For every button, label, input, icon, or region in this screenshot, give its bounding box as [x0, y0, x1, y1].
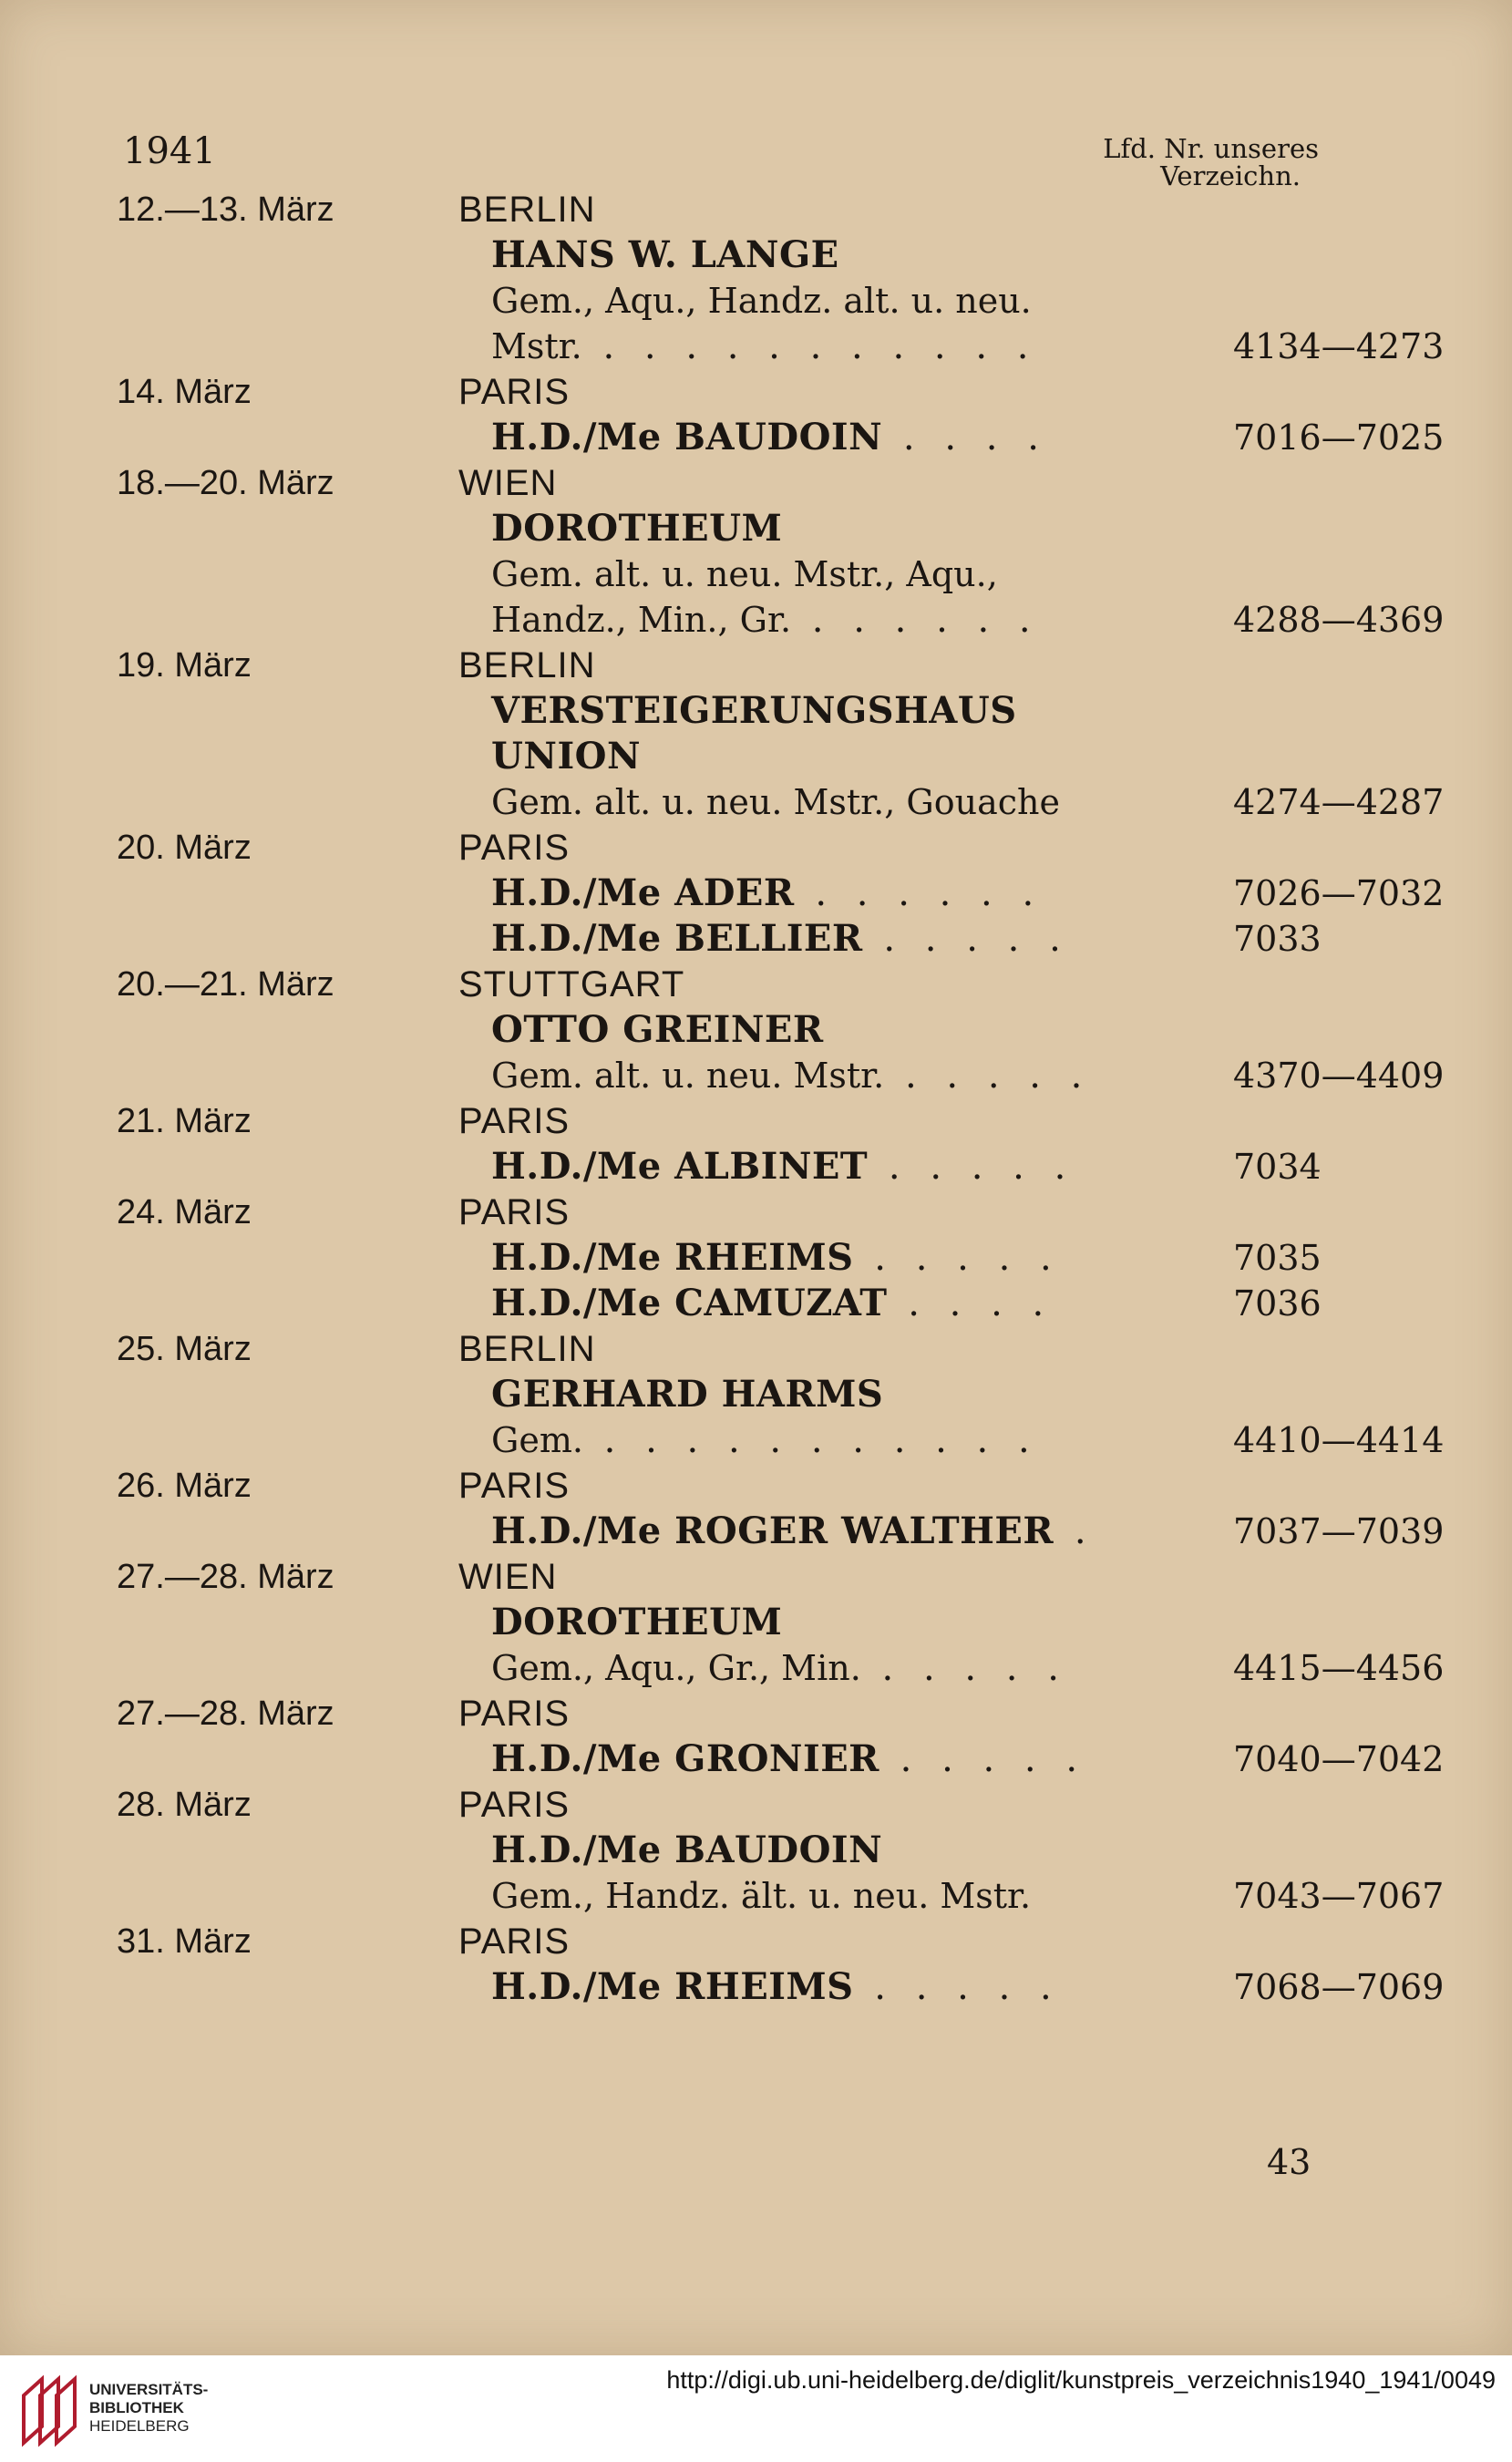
entry-line	[458, 1509, 1445, 1554]
auction-date: 18.—20. März	[117, 464, 334, 502]
auction-entry	[117, 962, 1445, 1098]
entry-line	[458, 1417, 1445, 1463]
entry-line	[458, 1281, 1320, 1326]
entry-line	[458, 870, 1445, 916]
auction-house: H.D./Me BELLIER	[491, 917, 863, 960]
catalog-number: 7035	[1233, 1238, 1322, 1278]
page-number: 43	[1267, 2142, 1311, 2182]
auction-city: PARIS	[458, 1192, 571, 1232]
leader-dots: . . . . .	[868, 1146, 1075, 1188]
auction-house: H.D./Me ROGER WALTHER	[491, 1509, 1054, 1552]
auction-city: WIEN	[458, 1557, 558, 1597]
entry-line	[458, 825, 1320, 870]
page-year: 1941	[123, 130, 216, 172]
catalog-number: 7068—7069	[1233, 1967, 1445, 2007]
entry-line	[458, 415, 1445, 460]
entry-line	[458, 369, 1320, 415]
catalog-number: 4134—4273	[1233, 326, 1445, 366]
entry-line	[458, 916, 1320, 962]
auction-house: VERSTEIGERUNGSHAUS	[491, 689, 1017, 732]
auction-entry	[117, 1782, 1445, 1919]
auction-entry	[117, 643, 1445, 825]
lot-description: Gem. alt. u. neu. Mstr.	[491, 1056, 885, 1096]
entry-line	[458, 1463, 1320, 1509]
auction-date: 20. März	[117, 829, 252, 867]
auction-city: PARIS	[458, 1785, 571, 1825]
column-note-line2: Verzeichn.	[1160, 160, 1301, 191]
library-name	[89, 2381, 208, 2436]
catalog-number: 7043—7067	[1233, 1876, 1445, 1916]
leader-dots: . . . . . .	[794, 872, 1044, 914]
entry-line	[458, 1828, 1320, 1873]
auction-house: DOROTHEUM	[491, 507, 783, 550]
auction-entry	[117, 1691, 1445, 1782]
auction-date: 14. März	[117, 373, 252, 411]
auction-house: H.D./Me ADER	[491, 871, 795, 914]
auction-house: H.D./Me BAUDOIN	[491, 1828, 883, 1871]
leader-dots: . . . .	[882, 417, 1048, 458]
auction-city: PARIS	[458, 1921, 571, 1962]
entry-line	[458, 1190, 1320, 1235]
auction-house: H.D./Me CAMUZAT	[491, 1282, 888, 1324]
library-name-line2: BIBLIOTHEK	[89, 2399, 184, 2416]
auction-house: H.D./Me RHEIMS	[491, 1965, 854, 2008]
auction-entry	[117, 187, 1445, 369]
leader-dots: . . . . .	[860, 1647, 1068, 1689]
entry-line	[458, 779, 1445, 825]
entry-line	[458, 1964, 1445, 2010]
lot-description: Handz., Min., Gr.	[491, 600, 792, 640]
source-url[interactable]: http://digi.ub.uni-heidelberg.de/diglit/kunstpreis_verzeichnis1940_1941/0049	[666, 2366, 1496, 2394]
leader-dots: . . . . .	[853, 1237, 1061, 1279]
auction-entry	[117, 1463, 1445, 1554]
entry-line	[458, 1372, 1320, 1417]
auction-entry	[117, 1190, 1320, 1326]
leader-dots: . . . .	[887, 1283, 1054, 1324]
entry-line	[458, 232, 1320, 278]
auction-city: STUTTGART	[458, 964, 685, 1004]
lot-description: Gem., Aqu., Gr., Min.	[491, 1648, 861, 1688]
auction-house: H.D./Me BAUDOIN	[491, 416, 883, 458]
catalog-number: 4274—4287	[1233, 782, 1445, 822]
entry-line	[458, 1326, 1320, 1372]
leader-dots: . . . . .	[884, 1055, 1092, 1097]
column-note-line1: Lfd. Nr. unseres	[1103, 133, 1319, 164]
lot-description: Gem., Handz. ält. u. neu. Mstr.	[491, 1876, 1032, 1916]
auction-date: 28. März	[117, 1786, 252, 1824]
entry-line	[458, 324, 1445, 369]
entry-line	[458, 1053, 1445, 1098]
entry-line	[458, 962, 1320, 1007]
catalog-number: 7036	[1233, 1283, 1322, 1324]
auction-list	[117, 187, 1445, 2010]
entry-line	[458, 1873, 1445, 1919]
auction-date: 20.—21. März	[117, 965, 334, 1004]
catalog-number: 7040—7042	[1233, 1739, 1445, 1779]
catalog-number: 4415—4456	[1233, 1648, 1445, 1688]
library-name-line3: HEIDELBERG	[89, 2417, 190, 2435]
entry-line	[458, 1645, 1445, 1691]
entry-line	[458, 1919, 1320, 1964]
catalog-number: 7033	[1233, 919, 1322, 959]
auction-house: H.D./Me GRONIER	[491, 1737, 879, 1780]
library-logo-icon	[16, 2370, 80, 2448]
catalog-number: 7037—7039	[1233, 1511, 1445, 1551]
auction-date: 26. März	[117, 1467, 252, 1505]
lot-description: Mstr.	[491, 326, 582, 366]
auction-entry	[117, 825, 1445, 962]
auction-date: 27.—28. März	[117, 1695, 334, 1733]
entry-line	[458, 1098, 1320, 1144]
entry-line	[458, 1007, 1320, 1053]
auction-entry	[117, 1326, 1445, 1463]
auction-date: 31. März	[117, 1922, 252, 1961]
auction-date: 24. März	[117, 1193, 252, 1231]
entry-line	[458, 551, 1320, 597]
auction-city: WIEN	[458, 463, 558, 503]
leader-dots: .	[1054, 1510, 1095, 1552]
auction-date: 27.—28. März	[117, 1558, 334, 1596]
entry-line	[458, 597, 1445, 643]
auction-city: PARIS	[458, 1694, 571, 1734]
auction-city: PARIS	[458, 1101, 571, 1141]
entry-line	[458, 1782, 1320, 1828]
auction-house: H.D./Me ALBINET	[491, 1145, 869, 1188]
entry-line	[458, 278, 1320, 324]
leader-dots: . . . . . .	[791, 599, 1040, 641]
auction-city: PARIS	[458, 828, 571, 868]
catalog-number: 7026—7032	[1233, 873, 1445, 913]
auction-date: 12.—13. März	[117, 191, 334, 229]
lot-description: Gem., Aqu., Handz. alt. u. neu.	[491, 281, 1032, 321]
auction-house: OTTO GREINER	[491, 1008, 824, 1051]
lot-description: Gem.	[491, 1420, 583, 1460]
lot-description: Gem. alt. u. neu. Mstr., Gouache	[491, 782, 1061, 822]
auction-house: GERHARD HARMS	[491, 1373, 884, 1416]
auction-house: HANS W. LANGE	[491, 233, 839, 276]
catalog-number: 4410—4414	[1233, 1420, 1445, 1460]
entry-line	[458, 460, 1320, 506]
auction-city: BERLIN	[458, 190, 596, 230]
auction-date: 25. März	[117, 1330, 252, 1368]
leader-dots: . . . . . . . . . . .	[581, 325, 1038, 367]
auction-entry	[117, 1919, 1445, 2010]
auction-entry	[117, 1554, 1445, 1691]
column-note	[1103, 135, 1319, 190]
leader-dots: . . . . .	[853, 1966, 1061, 2008]
entry-line	[458, 1554, 1320, 1600]
entry-line	[458, 1235, 1320, 1281]
auction-date: 19. März	[117, 646, 252, 685]
auction-date: 21. März	[117, 1102, 252, 1140]
leader-dots: . . . . .	[862, 918, 1070, 960]
auction-entry	[117, 460, 1445, 643]
auction-city: BERLIN	[458, 645, 596, 685]
entry-line	[458, 1600, 1320, 1645]
library-name-line1: UNIVERSITÄTS-	[89, 2381, 209, 2398]
catalog-number: 4370—4409	[1233, 1056, 1445, 1096]
leader-dots: . . . . . . . . . . .	[582, 1419, 1039, 1461]
auction-entry	[117, 1098, 1320, 1190]
entry-line	[458, 506, 1320, 551]
entry-line	[458, 688, 1320, 734]
catalog-number: 7016—7025	[1233, 417, 1445, 458]
auction-city: BERLIN	[458, 1329, 596, 1369]
leader-dots: . . . . .	[879, 1738, 1087, 1780]
auction-house: UNION	[491, 735, 642, 778]
lot-description: Gem. alt. u. neu. Mstr., Aqu.,	[491, 554, 998, 594]
auction-house: DOROTHEUM	[491, 1601, 783, 1643]
entry-line	[458, 734, 1320, 779]
auction-city: PARIS	[458, 372, 571, 412]
auction-city: PARIS	[458, 1466, 571, 1506]
entry-line	[458, 1691, 1320, 1736]
entry-line	[458, 1736, 1445, 1782]
catalog-number: 4288—4369	[1233, 600, 1445, 640]
entry-line	[458, 643, 1320, 688]
entry-line	[458, 187, 1320, 232]
auction-house: H.D./Me RHEIMS	[491, 1236, 854, 1279]
auction-entry	[117, 369, 1445, 460]
catalog-number: 7034	[1233, 1147, 1322, 1187]
entry-line	[458, 1144, 1320, 1190]
